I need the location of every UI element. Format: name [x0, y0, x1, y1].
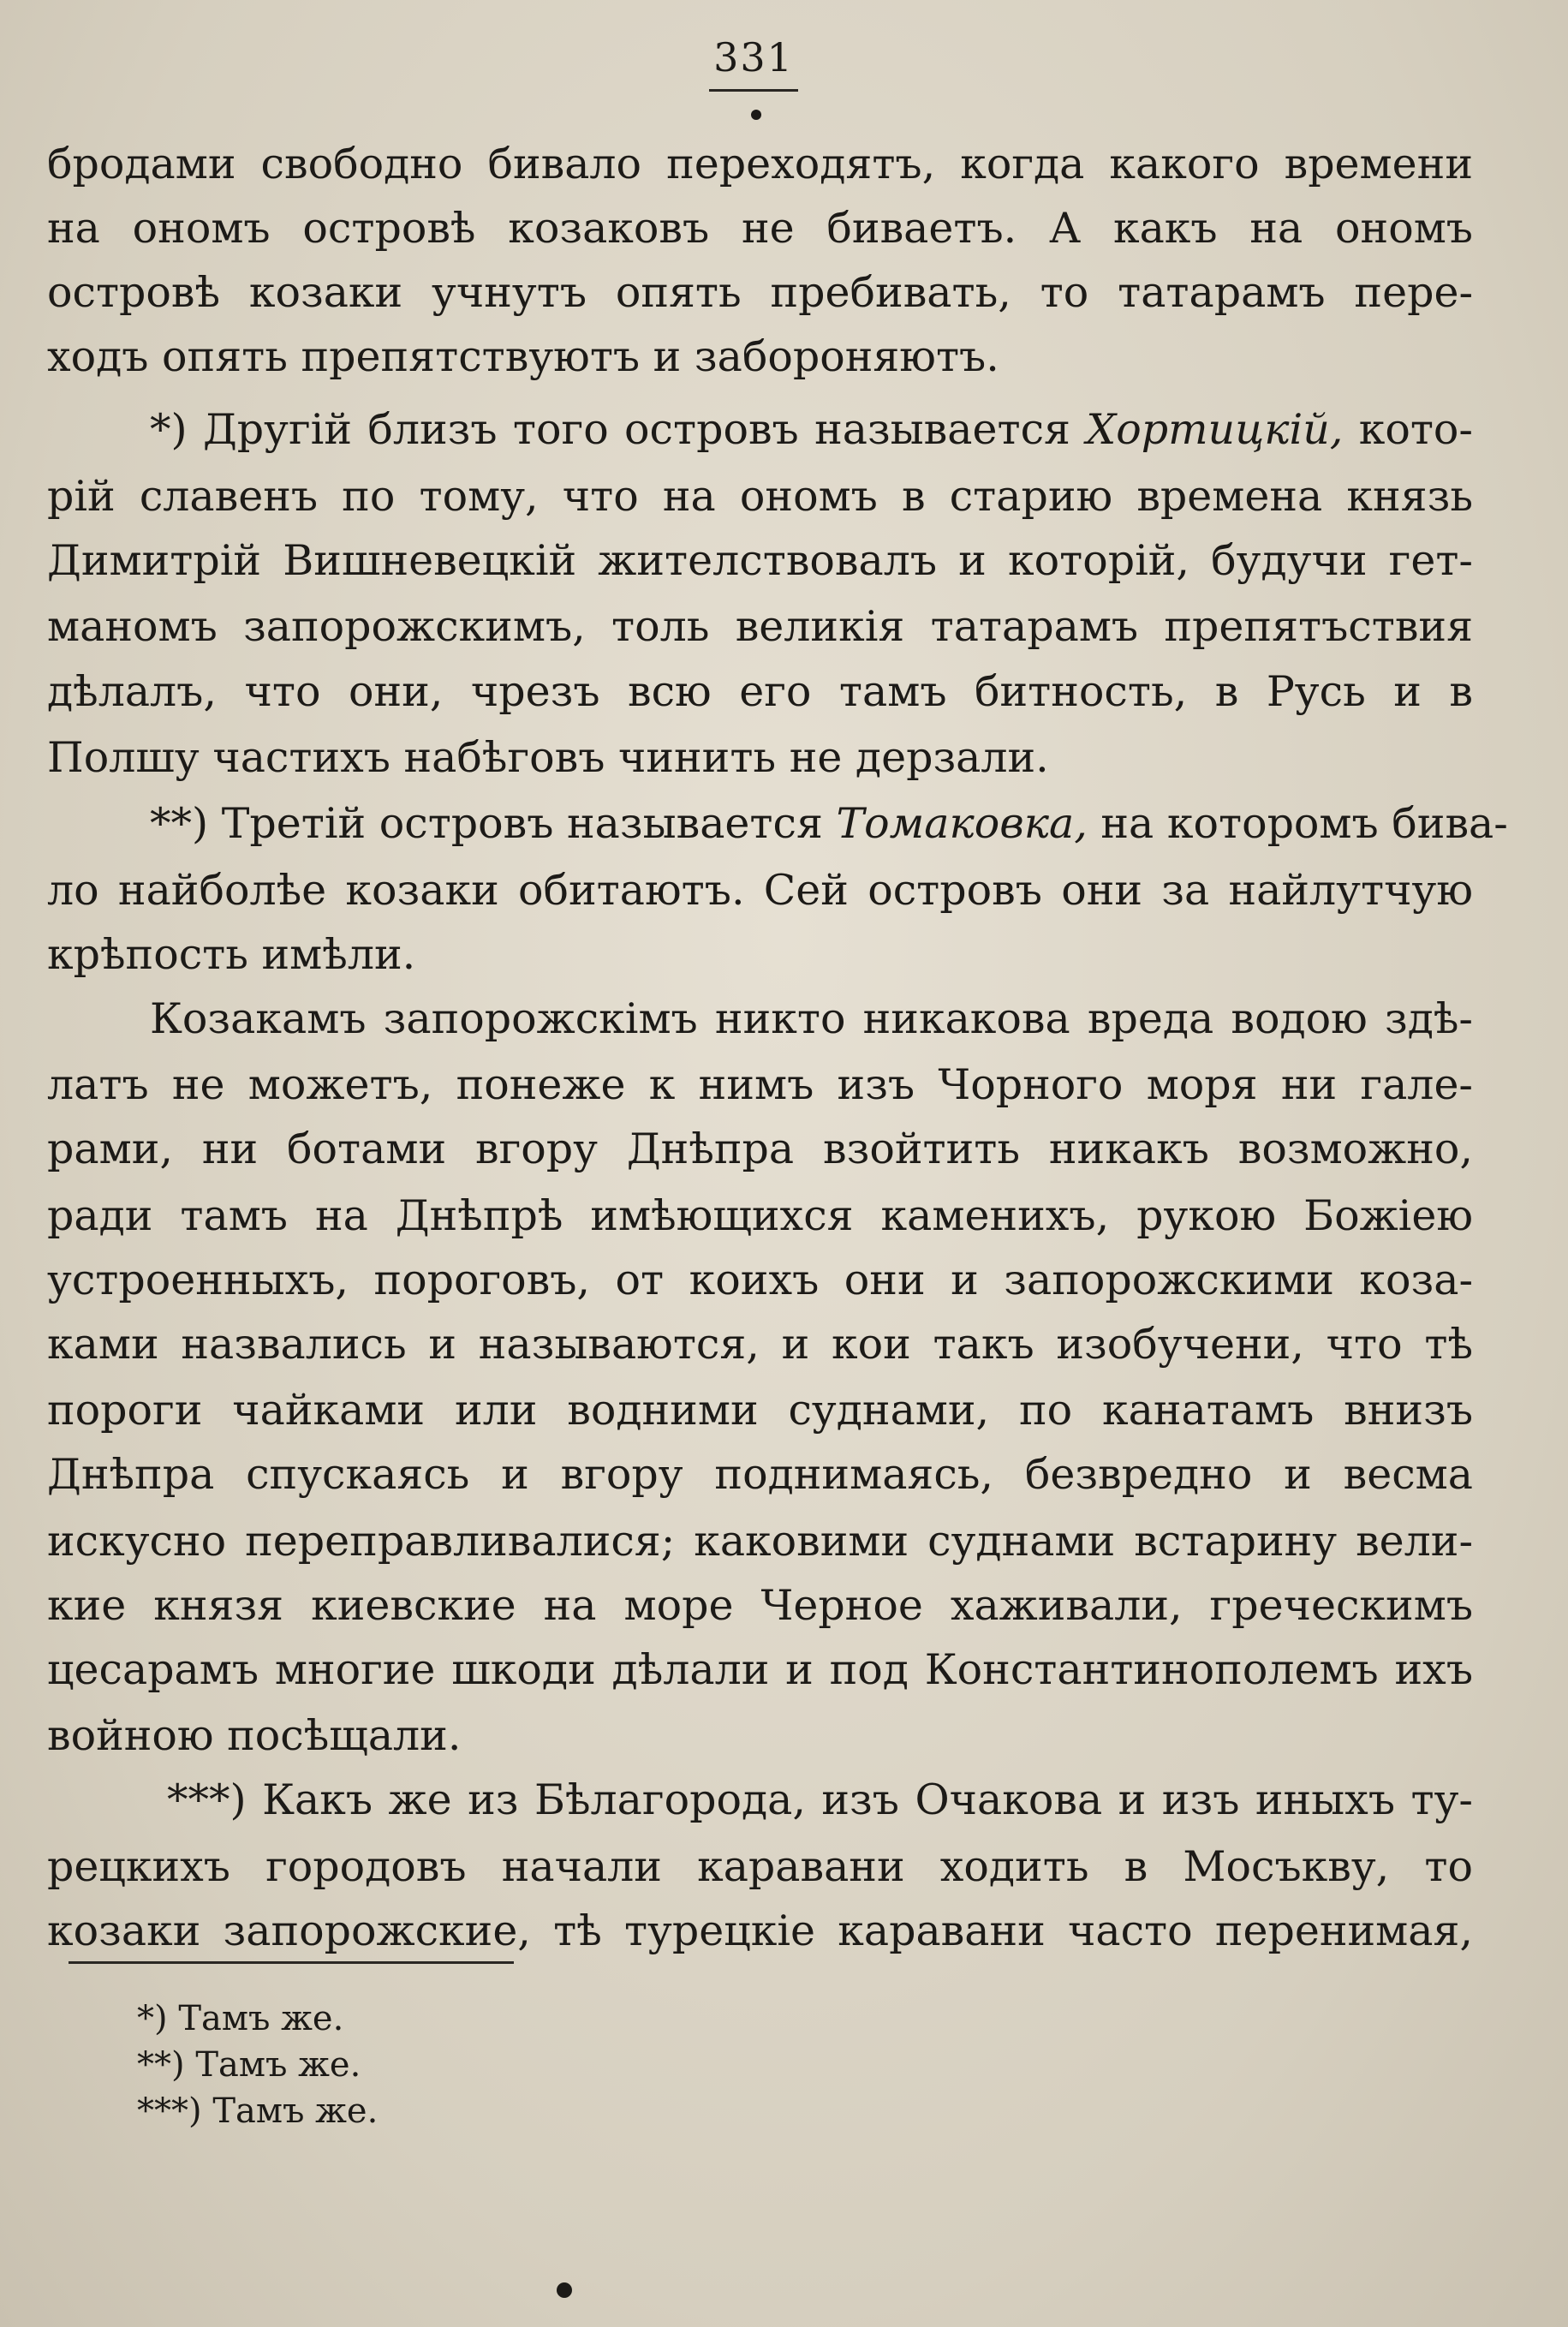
text-line: ходъ опять препятствуютъ и забороняютъ.: [47, 332, 999, 381]
page-number-underline: [709, 89, 798, 92]
text-line: Полшу частихъ набѣговъ чинить не дерзали.: [47, 733, 1049, 782]
ink-dot: [751, 110, 761, 120]
text-line: крѣпость имѣли.: [47, 930, 416, 979]
footnote: *) Тамъ же.: [137, 1999, 344, 2038]
footnote-separator: [69, 1961, 514, 1964]
text-run: **) Третій островъ называется: [150, 799, 837, 848]
page-number: 331: [713, 34, 794, 81]
text-line: островѣ козаки учнутъ опять пребивать, то татарамъ пере-: [47, 268, 1473, 317]
text-line: рій славенъ по тому, что на ономъ в старию времена князь: [47, 472, 1473, 521]
text-line: пороги чайками или водними суднами, по канатамъ внизъ: [47, 1386, 1473, 1435]
italic-name: Хортицкій,: [1086, 405, 1344, 454]
text-line: бродами свободно бивало переходятъ, когда какого времени: [47, 140, 1473, 188]
text-line: цесарамъ многие шкоди дѣлали и под Константинополемъ ихъ: [47, 1645, 1473, 1694]
text-line: искусно переправливалися; каковими суднами встарину вели-: [47, 1517, 1473, 1566]
text-line: дѣлалъ, что они, чрезъ всю его тамъ битность, в Русь и в: [47, 667, 1473, 716]
text-line: на ономъ островѣ козаковъ не биваетъ. А какъ на ономъ: [47, 204, 1473, 253]
text-line-footnote-ref: [150, 404, 1473, 456]
text-line: ками назвались и называются, и кои такъ изобучени, что тѣ: [47, 1320, 1473, 1369]
text-line: маномъ запорожскимъ, толь великія татарамъ препятъствия: [47, 602, 1473, 651]
text-line: ради тамъ на Днѣпрѣ имѣющихся каменихъ, рукою Божіею: [47, 1191, 1473, 1240]
italic-name: Томаковка,: [836, 799, 1088, 848]
text-run: *) Другій близъ того островъ называется: [150, 405, 1087, 454]
text-line: рецкихъ городовъ начали каравани ходить в Мосъкву, то: [47, 1842, 1473, 1891]
text-line-footnote-ref: [150, 798, 1508, 850]
text-line: Димитрій Вишневецкій жителствовалъ и которій, будучи гет-: [47, 536, 1473, 585]
text-line: Днѣпра спускаясь и вгору поднимаясь, безвредно и весма: [47, 1450, 1473, 1499]
text-run: на которомъ бива-: [1087, 799, 1508, 848]
text-line: ***) Какъ же из Бѣлагорода, изъ Очакова и изъ иныхъ ту-: [167, 1775, 1473, 1824]
text-line: войною посѣщали.: [47, 1711, 462, 1760]
text-line: козаки запорожские, тѣ турецкіе каравани часто перенимая,: [47, 1906, 1473, 1955]
text-line: устроенныхъ, пороговъ, от коихъ они и запорожскими коза-: [47, 1256, 1473, 1304]
ink-dot: [557, 2282, 572, 2298]
text-run: кото-: [1343, 405, 1473, 454]
text-line: ло найболѣе козаки обитаютъ. Сей островъ они за найлутчую: [47, 866, 1473, 915]
text-line: латъ не можетъ, понеже к нимъ изъ Чорного моря ни гале-: [47, 1060, 1473, 1109]
text-line: кие князя киевские на море Черное хаживали, греческимъ: [47, 1581, 1473, 1630]
footnote: **) Тамъ же.: [137, 2045, 361, 2085]
text-line: рами, ни ботами вгору Днѣпра взойтить никакъ возможно,: [47, 1125, 1473, 1173]
text-line: Козакамъ запорожскімъ никто никакова вреда водою здѣ-: [150, 994, 1473, 1043]
footnote: ***) Тамъ же.: [137, 2091, 379, 2131]
